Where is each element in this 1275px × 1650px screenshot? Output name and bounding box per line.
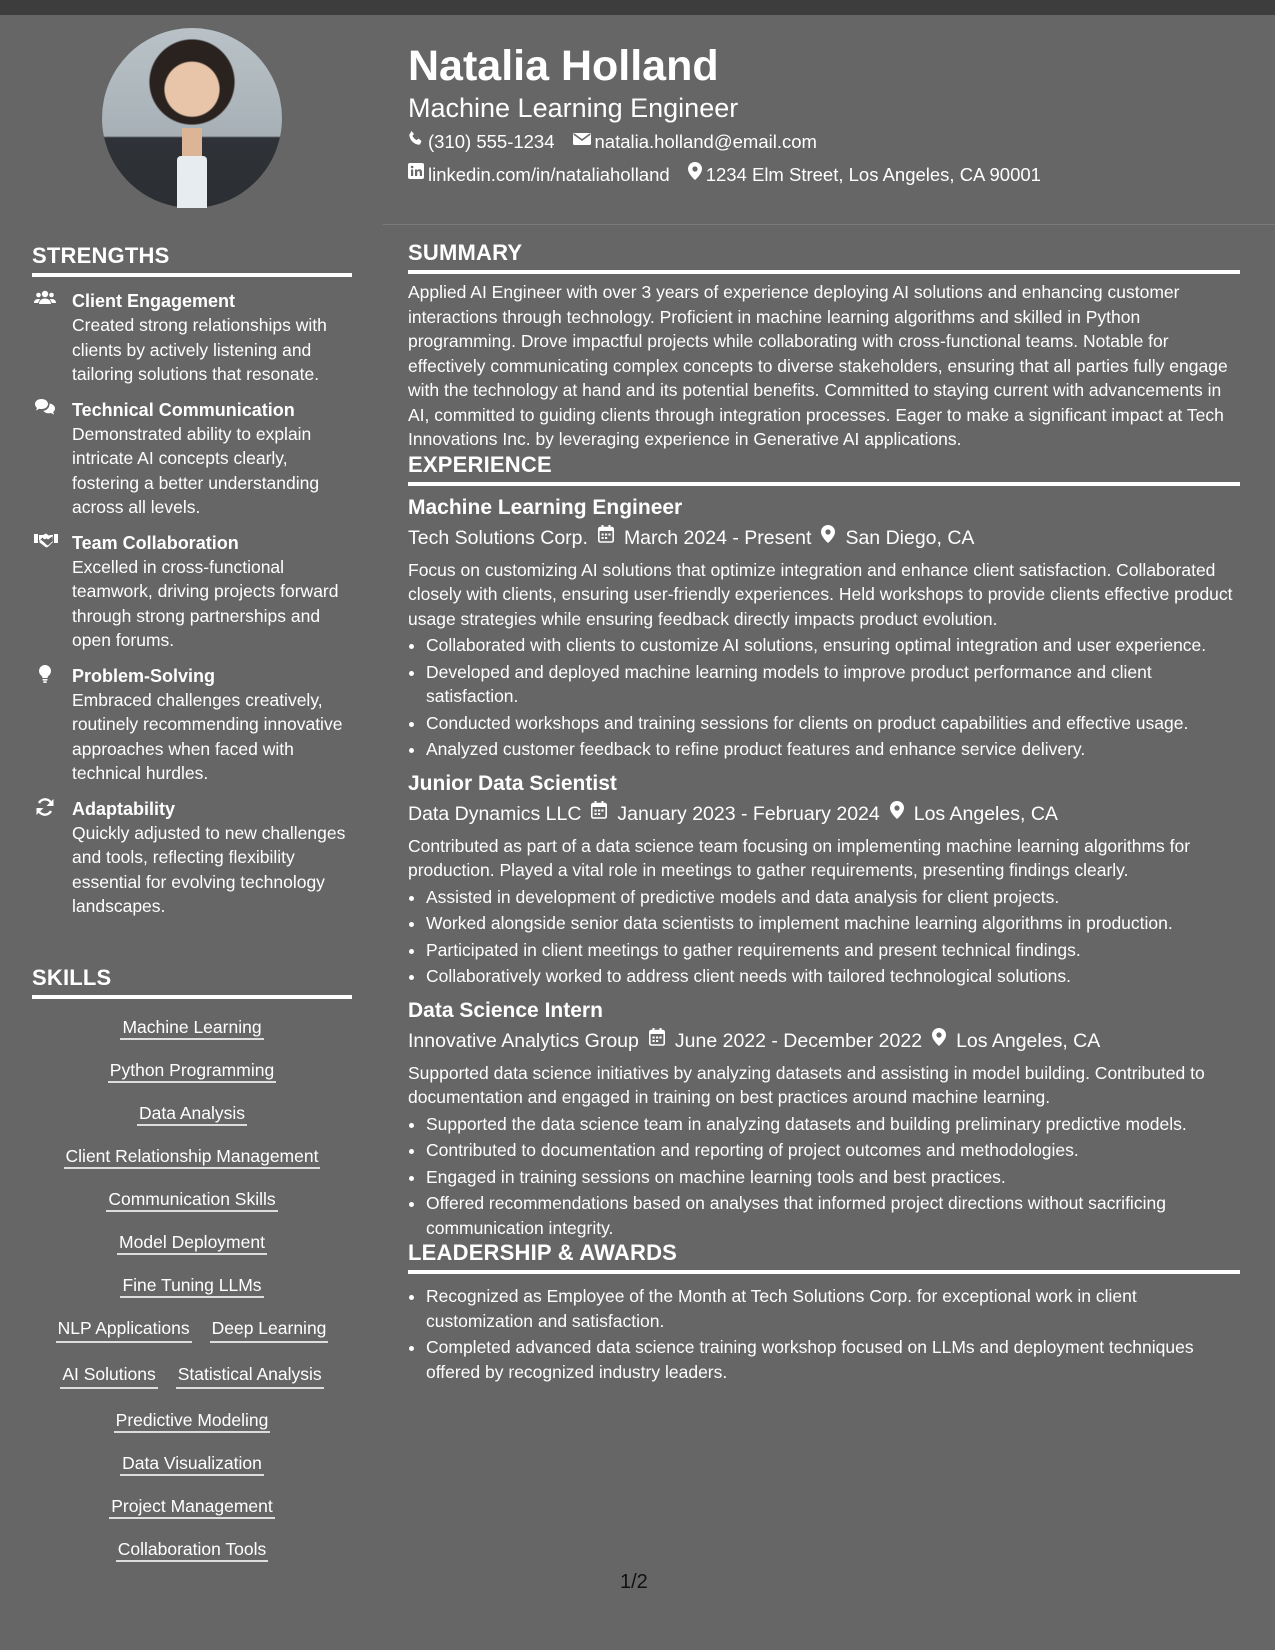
address-text: 1234 Elm Street, Los Angeles, CA 90001 [705,164,1041,185]
skill-tag: Project Management [32,1494,352,1518]
summary-heading: SUMMARY [408,240,1240,274]
summary-text: Applied AI Engineer with over 3 years of experience deploying AI solutions and enhancing customer interactions through technology. Proficient in machine learning algorithms and skilled in Python programming. Drove impactful projects while collaborating with cross-functional teams. Notable for effectively communicating complex concepts to diverse stakeholders, ensuring that all parties fully engage with the technology at hand and its potential benefits. Committed to staying current with advancements in AI, committed to guiding clients through integration processes. Eager to make a significant impact at Tech Innovations Inc. by leveraging experience in Generative AI applications. [408,282,1228,449]
job-description: Supported data science initiatives by analyzing datasets and assisting in model building. Contributed to documentation and engaged in training on best practices around machine learning. [408,1062,1205,1107]
map-marker-icon [688,162,702,188]
strength-desc: Embraced challenges creatively, routinely recommending innovative approaches when faced with technical hurdles. [72,689,343,783]
job-role: Machine Learning Engineer [408,495,683,519]
strength-desc: Quickly adjusted to new challenges and tools, reflecting flexibility essential for evolving technology landscapes. [72,822,346,916]
calendar-icon [598,524,614,552]
strength-item [32,289,352,387]
skill-tag: Communication Skills [32,1187,352,1211]
strength-title: Problem-Solving [72,665,216,686]
comments-icon [32,398,72,520]
skill-tag: Collaboration Tools [32,1537,352,1561]
linkedin-icon [408,163,424,187]
job-bullets [408,1112,1240,1241]
skill-tag: Fine Tuning LLMs [32,1273,352,1297]
list-item: • Completed advanced data science training workshop focused on LLMs and deployment techniques offered by recognized industry leaders. [426,1335,1240,1384]
strengths-heading: STRENGTHS [32,243,352,277]
top-bar [0,0,1275,15]
main-content [408,240,1240,1384]
skill-tag: Client Relationship Management [32,1144,352,1168]
job-company: Innovative Analytics Group [408,1029,639,1052]
skills-section [32,965,352,1580]
list-item: • Developed and deployed machine learning models to improve product performance and client satisfaction. [426,660,1240,709]
list-item: • Conducted workshops and training sessions for clients on product capabilities and effective usage. [426,711,1240,736]
list-item: • Supported the data science team in analyzing datasets and building preliminary predictive models. [426,1112,1240,1137]
experience-entry [408,494,1240,762]
skill-list [32,1015,352,1580]
job-location: Los Angeles, CA [956,1029,1101,1052]
linkedin-contact[interactable] [408,162,670,188]
job-meta [408,524,1240,552]
experience-entry [408,770,1240,989]
list-item: • Collaboratively worked to address client needs with tailored technological solutions. [426,964,1240,989]
strength-desc: Excelled in cross-functional teamwork, driving projects forward through strong partnerships and open forums. [72,556,339,650]
email-contact[interactable] [573,130,817,154]
skill-tag: Data Analysis [32,1101,352,1125]
envelope-icon [573,130,591,154]
calendar-icon [649,1027,665,1055]
map-marker-icon [821,524,835,552]
job-dates: January 2023 - February 2024 [617,802,880,825]
job-description: Focus on customizing AI solutions that optimize integration and enhance client satisfaction. Collaborated closely with clients, ensuring user-friendly experiences. Held workshops to provide clients effective product usage strategies while ensuring feedback directly impacts product evolution. [408,559,1233,629]
page-number: 1/2 [620,1571,648,1593]
leadership-list [408,1284,1240,1384]
list-item: • Participated in client meetings to gather requirements and present technical findings. [426,938,1240,963]
list-item: • Worked alongside senior data scientists to implement machine learning algorithms in production. [426,911,1240,936]
phone-text: (310) 555-1234 [428,131,555,152]
job-description: Contributed as part of a data science team focusing on implementing machine learning algorithms for production. Played a vital role in meetings to gather requirements, presenting findings clearly. [408,835,1191,880]
contact-row [408,162,1248,188]
resume-header [408,40,1248,188]
strength-item [32,398,352,520]
skill-tag: Python Programming [32,1058,352,1082]
skill-tag: Machine Learning [32,1015,352,1039]
experience-entry [408,997,1240,1241]
job-dates: March 2024 - Present [623,526,812,549]
job-location: Los Angeles, CA [913,802,1058,825]
strength-desc: Created strong relationships with clients by actively listening and tailoring solutions that resonate. [72,315,327,384]
lightbulb-icon [32,664,72,786]
linkedin-text: linkedin.com/in/nataliaholland [428,164,670,185]
map-marker-icon [932,1027,946,1055]
list-item: • Recognized as Employee of the Month at Tech Solutions Corp. for exceptional work in client customization and satisfaction. [426,1284,1240,1333]
strength-item [32,531,352,653]
job-meta [408,1027,1240,1055]
skill-tag: Model Deployment [32,1230,352,1254]
sync-icon [32,797,72,919]
candidate-title: Machine Learning Engineer [408,93,739,123]
phone-icon [408,130,424,154]
list-item: • Collaborated with clients to customize AI solutions, ensuring optimal integration and user experience. [426,633,1240,658]
skill-tag: NLP Applications [56,1316,192,1343]
calendar-icon [591,800,607,828]
header-divider [383,224,1275,225]
skill-tag: AI Solutions [60,1362,157,1389]
skill-tag: Predictive Modeling [32,1408,352,1432]
job-company: Data Dynamics LLC [408,802,582,825]
job-bullets [408,885,1240,989]
strength-title: Adaptability [72,798,176,819]
skill-tag: Deep Learning [210,1316,329,1343]
phone-contact[interactable] [408,130,555,154]
list-item: • Analyzed customer feedback to refine product features and enhance service delivery. [426,737,1240,762]
list-item: • Assisted in development of predictive models and data analysis for client projects. [426,885,1240,910]
users-icon [32,289,72,387]
job-role: Junior Data Scientist [408,771,617,795]
strength-title: Technical Communication [72,399,295,420]
job-location: San Diego, CA [845,526,975,549]
address-contact [688,162,1041,188]
candidate-name: Natalia Holland [408,42,719,90]
strength-item [32,664,352,786]
email-text: natalia.holland@email.com [594,131,817,152]
job-role: Data Science Intern [408,998,603,1022]
strength-item [32,797,352,919]
strength-title: Team Collaboration [72,532,239,553]
job-dates: June 2022 - December 2022 [674,1029,923,1052]
skill-tag: Statistical Analysis [176,1362,324,1389]
leadership-heading: LEADERSHIP & AWARDS [408,1240,1240,1274]
job-company: Tech Solutions Corp. [408,526,588,549]
experience-heading: EXPERIENCE [408,452,1240,486]
list-item: • Engaged in training sessions on machine learning tools and best practices. [426,1165,1240,1190]
job-meta [408,800,1240,828]
skill-tag: Data Visualization [32,1451,352,1475]
list-item: • Offered recommendations based on analyses that informed project directions without sacrificing communication integrity. [426,1191,1240,1240]
strength-desc: Demonstrated ability to explain intricate AI concepts clearly, fostering a better understanding across all levels. [72,423,320,517]
list-item: • Contributed to documentation and reporting of project outcomes and methodologies. [426,1138,1240,1163]
map-marker-icon [890,800,904,828]
contact-row [408,130,1248,154]
skills-heading: SKILLS [32,965,352,999]
strength-title: Client Engagement [72,291,236,311]
strengths-section [32,243,352,919]
job-bullets [408,633,1240,762]
handshake-icon [32,531,72,653]
profile-photo [102,28,282,208]
